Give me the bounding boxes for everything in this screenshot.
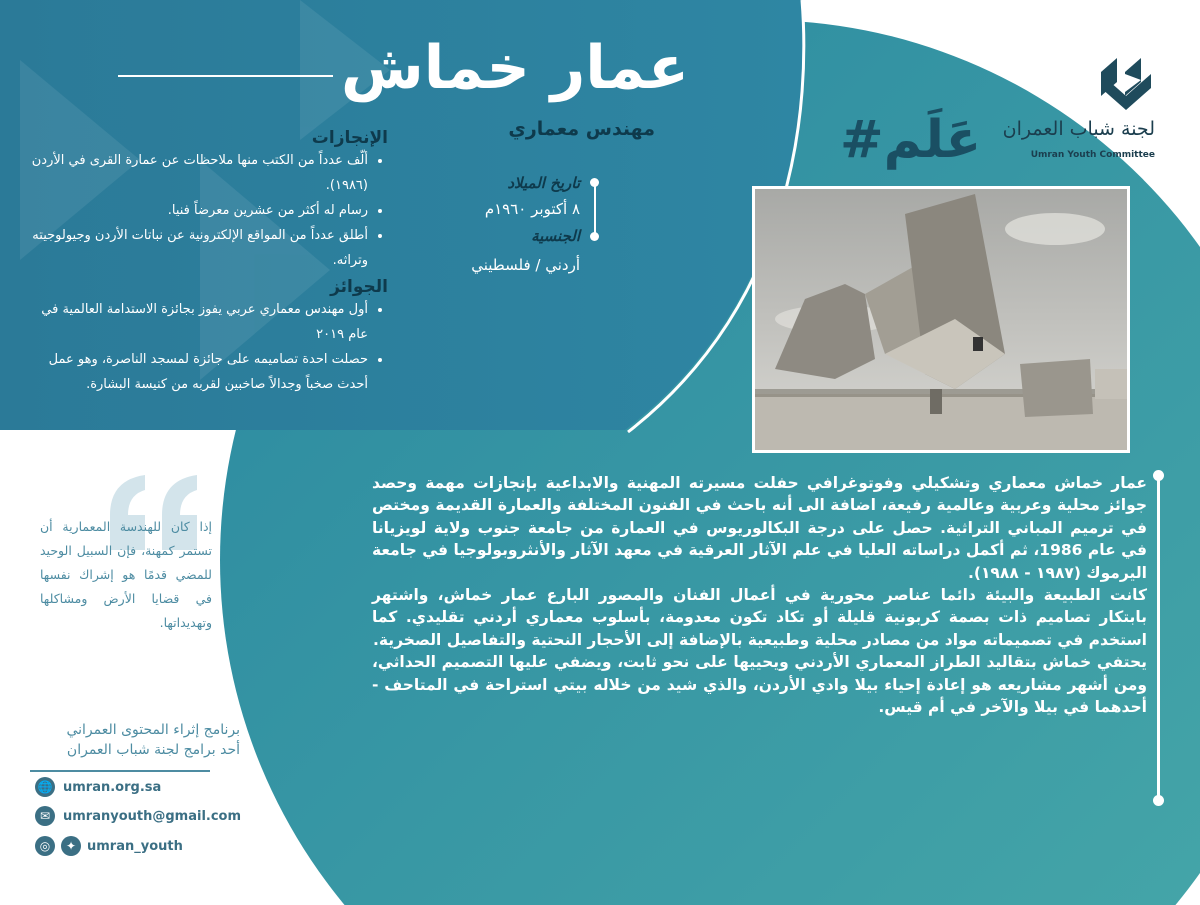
social-handle[interactable]: umran_youth — [87, 838, 183, 854]
social-contact[interactable] — [35, 836, 183, 856]
achievements-list — [22, 148, 388, 273]
birth-label: تاريخ الميلاد — [507, 174, 580, 192]
instagram-icon[interactable]: ◎ — [35, 836, 55, 856]
list-item: • رسام له أكثر من عشرين معرضاً فنيا. — [22, 198, 368, 223]
program-divider — [30, 770, 210, 772]
birth-value: ٨ أكتوبر ١٩٦٠م — [484, 200, 580, 218]
bio-accent-dot — [1153, 470, 1164, 481]
program-line: أحد برامج لجنة شباب العمران — [66, 742, 240, 758]
program-info — [30, 720, 240, 760]
quote-text: إذا كان للهندسة المعمارية أن تستمر كمهنة، فإن السبيل الوحيد للمضي قدمًا هو إشراك نفسها في قضايا الأرض ومشاكلها وتهديداتها. — [40, 519, 212, 630]
nationality-label: الجنسية — [531, 227, 580, 245]
bio-accent-dot — [1153, 795, 1164, 806]
org-name-ar: لجنة شباب العمران — [1002, 118, 1155, 140]
umran-logo-icon — [1095, 52, 1157, 114]
profession: مهندس معماري — [508, 118, 655, 140]
bio-paragraph: عمار خماش معماري وتشكيلي وفوتوغرافي حفلت مسيرته المهنية والابداعية بإنجازات مهمة وحصد جوائز محلية وعربية وعالمية رفيعة، اضافة الى أنه باحث في الفنون المختلفة والعمارة القديمة ومختص في ترميم المباني التراثية. حصل على درجة البكالوريوس في العمارة من جامعة جنوب ولاية لويزيانا في عام 1986، ثم أكمل دراساته العليا في علم الآثار العرقية في معهد الآثار والأنثروبولوجيا في جامعة اليرموك (١٩٨٧ - ١٩٨٨). — [372, 474, 1147, 582]
org-name-en: Umran Youth Committee — [1030, 150, 1155, 160]
list-item: • حصلت احدة تصاميمه على جائزة لمسجد الناصرة، وهو عمل أحدث صخباً وجدالاً صاخبين لقربه من كنيسة البشارة. — [22, 347, 368, 397]
timeline-dot — [590, 232, 599, 241]
globe-icon: 🌐 — [35, 777, 55, 797]
website-contact[interactable] — [35, 777, 161, 797]
program-line: برنامج إثراء المحتوى العمراني — [66, 722, 240, 738]
bio-paragraph: كانت الطبيعة والبيئة دائما عناصر محورية في أعمال الفنان والمصور البارع عمار خماش، واشتهر بابتكار تصاميم ذات بصمة كربونية قليلة أو تكاد تكون معدومة، بأسلوب معماري أردني تقليدي. كما استخدم في تصميماته مواد من مصادر محلية وطبيعية بالإضافة إلى الأحجار النحتية والتفاصيل الصخرية. — [372, 586, 1147, 649]
twitter-icon[interactable]: ✦ — [61, 836, 81, 856]
architecture-photo — [752, 186, 1130, 453]
achievements-section — [22, 128, 388, 397]
nationality-value: أردني / فلسطيني — [471, 256, 580, 274]
timeline-dot — [590, 178, 599, 187]
info-timeline — [594, 183, 596, 235]
list-item: • ألّف عدداً من الكتب منها ملاحظات عن عمارة القرى في الأردن (١٩٨٦). — [22, 148, 368, 198]
bio-accent-bar — [1157, 475, 1160, 803]
person-name: عمار خماش — [341, 33, 689, 103]
website-link[interactable]: umran.org.sa — [63, 779, 162, 795]
title-underline — [118, 75, 333, 77]
email-icon: ✉ — [35, 806, 55, 826]
achievements-title: الإنجازات — [311, 128, 388, 148]
list-item: • أطلق عدداً من المواقع الإلكترونية عن نباتات الأردن وجيولوجيته وتراثه. — [22, 223, 368, 273]
hashtag: #عَلَم — [840, 110, 982, 170]
awards-title: الجوائز — [330, 277, 388, 297]
list-item: • أول مهندس معماري عربي يفوز بجائزة الاستدامة العالمية في عام ٢٠١٩ — [22, 297, 368, 347]
awards-list — [22, 297, 388, 397]
email-contact[interactable] — [35, 806, 241, 826]
biography — [372, 472, 1147, 718]
email-link[interactable]: umranyouth@gmail.com — [63, 808, 242, 824]
bio-paragraph: يحتفي خماش بتقاليد الطراز المعماري الأردني ويحييها على نحو ثابت، ويضفي عليها التصميم الحداثي، ومن أشهر مشاريعه هو إعادة إحياء بيلا وادي الأردن، والذي شيد من خلاله بيتي استراحة في المتاحف - أحدهما في بيلا والآخر في أم قيس. — [372, 653, 1147, 717]
